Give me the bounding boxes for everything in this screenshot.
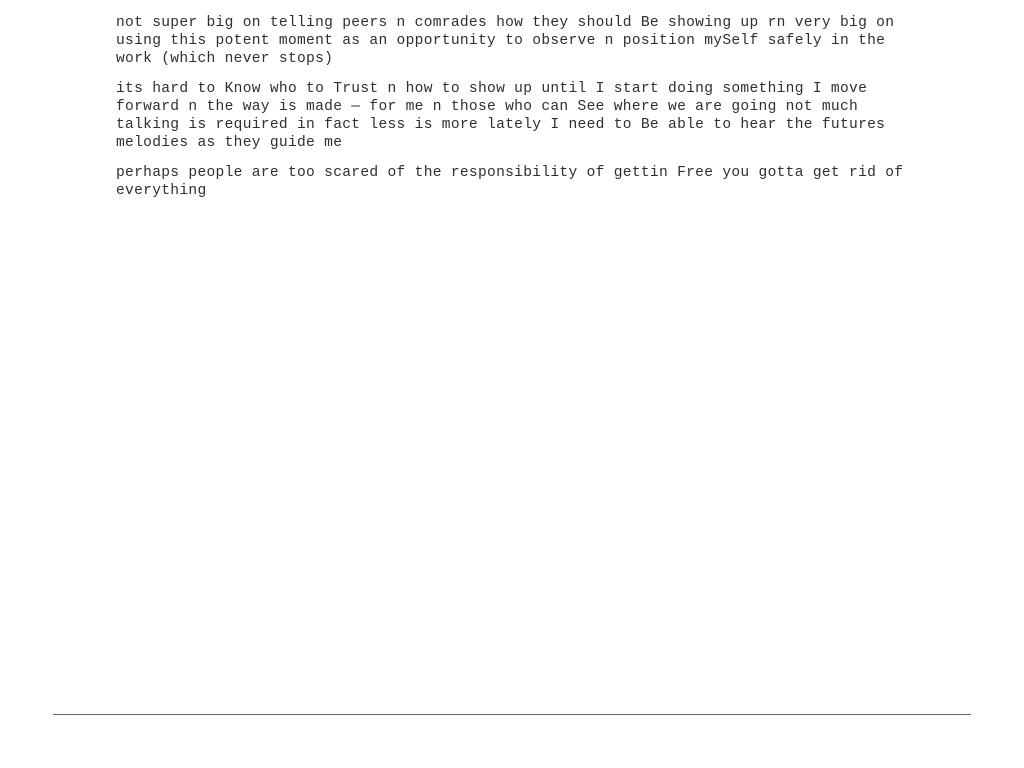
footer-divider [53, 714, 971, 715]
paragraph-3: perhaps people are too scared of the responsibility of gettin Free you gotta get rid of everything [116, 165, 913, 199]
document-body [116, 14, 916, 200]
paragraph-1: not super big on telling peers n comrades how they should Be showing up rn very big on using this potent moment as an opportunity to observe n position mySelf safely in the work (which never stops) [116, 15, 904, 67]
paragraph-2: its hard to Know who to Trust n how to show up until I start doing something I move forward n the way is made — for me n those who can See where we are going not much talking is required in fact less is more lately I need to Be able to hear the futures melodies as they guide me [116, 81, 895, 151]
